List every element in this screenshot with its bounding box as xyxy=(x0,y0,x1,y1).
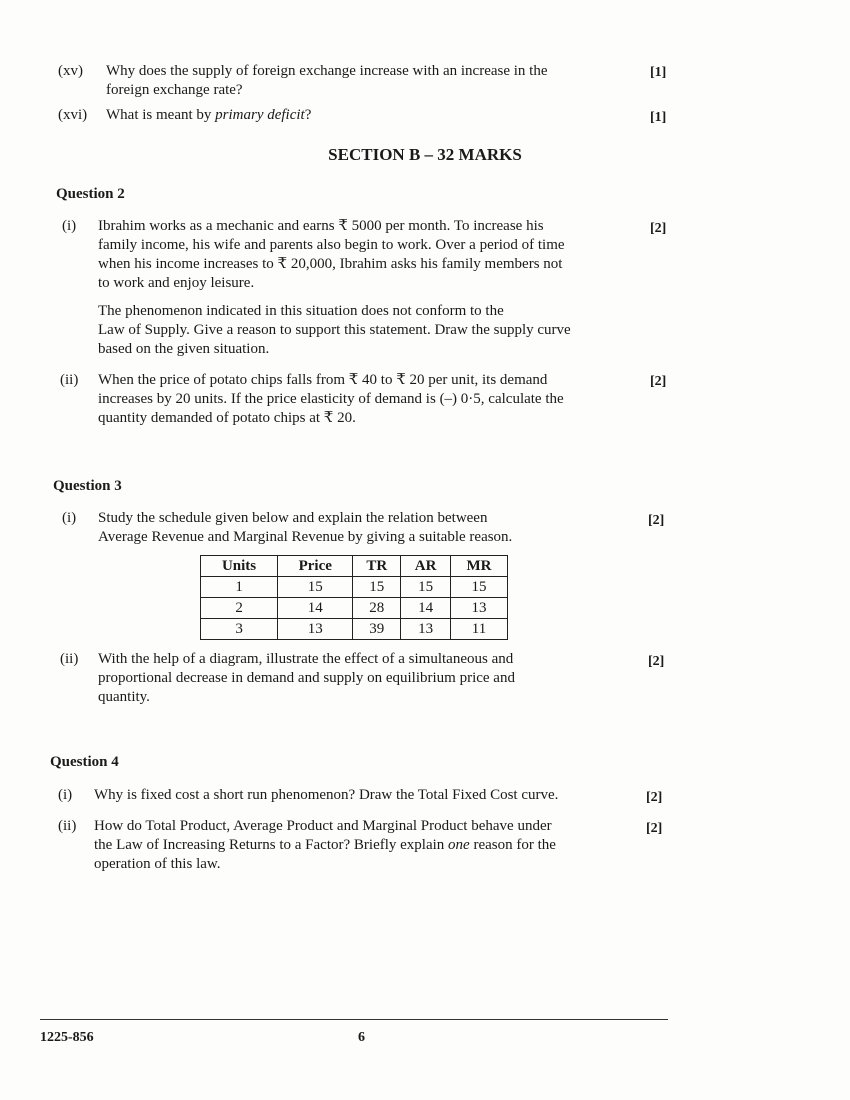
q2-i-line: to work and enjoy leisure. xyxy=(98,275,255,291)
q1-xv-line2: foreign exchange rate? xyxy=(106,82,243,98)
q2-i-line: Ibrahim works as a mechanic and earns ₹ 5000 per month. To increase his xyxy=(98,218,544,234)
table-cell: 14 xyxy=(401,598,451,619)
q2-i-para2-line: The phenomenon indicated in this situation does not conform to the xyxy=(98,303,504,319)
question-3-heading: Question 3 xyxy=(53,478,122,494)
q3-i-number: (i) xyxy=(62,510,77,526)
table-header-cell: TR xyxy=(353,556,401,577)
q3-ii-line: proportional decrease in demand and supply on equilibrium price and xyxy=(98,670,515,686)
q3-i-mark: [2] xyxy=(648,513,665,528)
table-row xyxy=(201,619,508,640)
revenue-schedule-table xyxy=(200,555,508,640)
q4-ii-line2: the Law of Increasing Returns to a Factor? Briefly explain one reason for the xyxy=(94,837,556,853)
table-cell: 14 xyxy=(278,598,353,619)
q4-i-number: (i) xyxy=(58,787,73,803)
table-cell: 15 xyxy=(401,577,451,598)
q1-xvi-text: What is meant by primary deficit? xyxy=(106,107,312,123)
question-4-heading: Question 4 xyxy=(50,754,119,770)
table-header-row xyxy=(201,556,508,577)
q3-ii-line: With the help of a diagram, illustrate the effect of a simultaneous and xyxy=(98,651,514,667)
q1-xvi-mark: [1] xyxy=(650,110,667,125)
table-cell: 2 xyxy=(201,598,278,619)
q2-i-para2-line: based on the given situation. xyxy=(98,341,270,357)
q1-xv-mark: [1] xyxy=(650,65,667,80)
q4-ii-line3: operation of this law. xyxy=(94,856,221,872)
q3-ii-line: quantity. xyxy=(98,689,150,705)
page-number: 6 xyxy=(358,1030,365,1045)
q2-i-para2-line: Law of Supply. Give a reason to support this statement. Draw the supply curve xyxy=(98,322,571,338)
q4-ii-line1: How do Total Product, Average Product and Marginal Product behave under xyxy=(94,818,552,834)
q4-ii-mark: [2] xyxy=(646,821,663,836)
q2-ii-line: When the price of potato chips falls from ₹ 40 to ₹ 20 per unit, its demand xyxy=(98,372,548,388)
table-cell: 15 xyxy=(278,577,353,598)
q1-xv-number: (xv) xyxy=(58,63,83,79)
q1-xvi-number: (xvi) xyxy=(58,107,88,123)
q3-ii-mark: [2] xyxy=(648,654,665,669)
table-cell: 39 xyxy=(353,619,401,640)
table-cell: 13 xyxy=(450,598,507,619)
q4-i-text: Why is fixed cost a short run phenomenon? Draw the Total Fixed Cost curve. xyxy=(94,787,559,803)
q2-ii-mark: [2] xyxy=(650,374,667,389)
q2-ii-line: quantity demanded of potato chips at ₹ 20. xyxy=(98,410,356,426)
paper-code: 1225-856 xyxy=(40,1030,94,1045)
table-row xyxy=(201,598,508,619)
q2-ii-number: (ii) xyxy=(60,372,79,388)
section-title: SECTION B – 32 MARKS xyxy=(328,145,522,164)
q2-i-number: (i) xyxy=(62,218,77,234)
table-header-cell: MR xyxy=(450,556,507,577)
q4-i-mark: [2] xyxy=(646,790,663,805)
table-cell: 15 xyxy=(353,577,401,598)
table-header-cell: AR xyxy=(401,556,451,577)
table-cell: 13 xyxy=(401,619,451,640)
q2-i-line: when his income increases to ₹ 20,000, Ibrahim asks his family members not xyxy=(98,256,563,272)
table-header-cell: Price xyxy=(278,556,353,577)
question-2-heading: Question 2 xyxy=(56,186,125,202)
table-cell: 15 xyxy=(450,577,507,598)
table-header-cell: Units xyxy=(201,556,278,577)
table-cell: 28 xyxy=(353,598,401,619)
table-cell: 11 xyxy=(450,619,507,640)
q3-i-line: Study the schedule given below and explain the relation between xyxy=(98,510,488,526)
footer-divider xyxy=(40,1019,668,1020)
q2-i-line: family income, his wife and parents also begin to work. Over a period of time xyxy=(98,237,565,253)
q2-i-mark: [2] xyxy=(650,221,667,236)
q3-i-line: Average Revenue and Marginal Revenue by giving a suitable reason. xyxy=(98,529,513,545)
q3-ii-number: (ii) xyxy=(60,651,79,667)
q2-ii-line: increases by 20 units. If the price elasticity of demand is (–) 0·5, calculate the xyxy=(98,391,564,407)
table-row xyxy=(201,577,508,598)
q1-xv-line1: Why does the supply of foreign exchange increase with an increase in the xyxy=(106,63,548,79)
q4-ii-number: (ii) xyxy=(58,818,77,834)
table-cell: 3 xyxy=(201,619,278,640)
table-cell: 1 xyxy=(201,577,278,598)
table-cell: 13 xyxy=(278,619,353,640)
